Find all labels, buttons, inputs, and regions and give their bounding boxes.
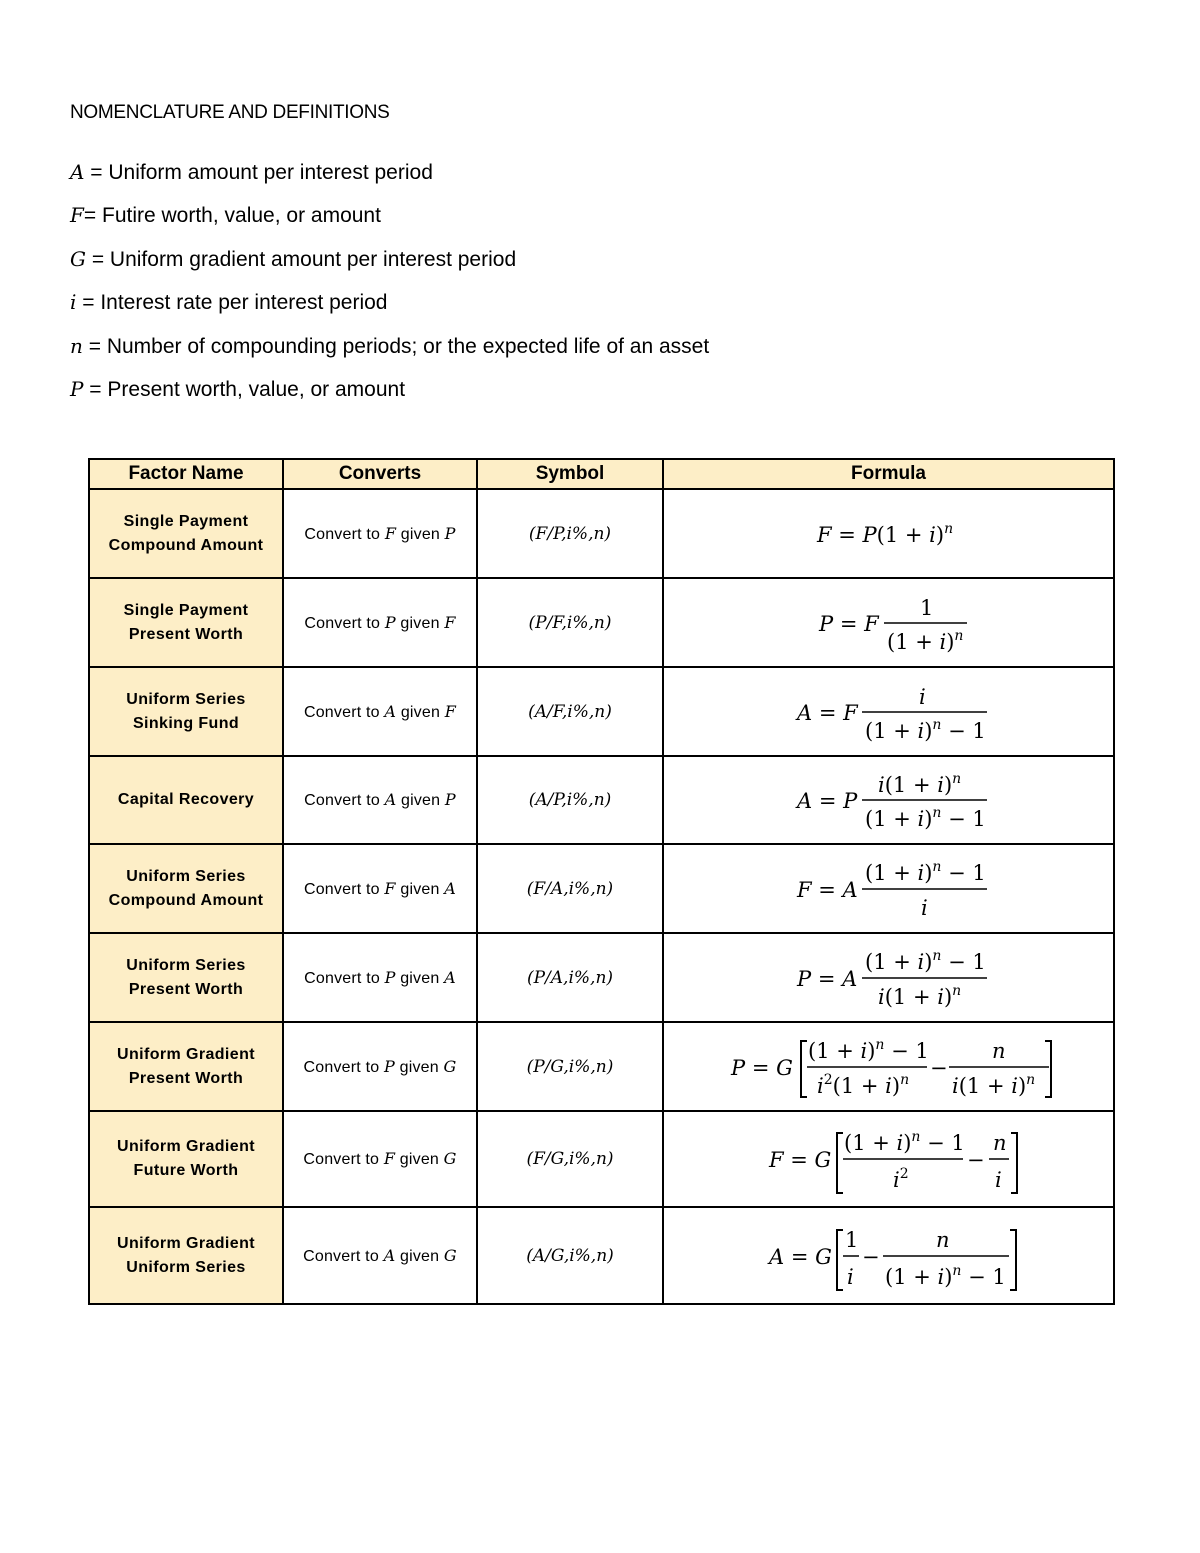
svg-text:n: n [935, 1227, 950, 1252]
svg-text:F = A: F = A [796, 877, 858, 902]
converts-var: A [444, 878, 457, 898]
converts-text: Convert to [304, 969, 385, 987]
symbol-cell: (P/G,i%,n) [477, 1022, 663, 1111]
converts-text: given [395, 1247, 444, 1265]
converts-text: Convert to [303, 1151, 384, 1168]
definition-text: = Interest rate per interest period [76, 291, 388, 315]
converts-text: given [396, 792, 445, 809]
factor-name-cell [89, 489, 283, 578]
converts-text: Convert to [303, 1058, 384, 1076]
svg-text:i2(1 + i)n: $i^2(1 + i)^n$ [816, 1071, 909, 1098]
table-row [89, 844, 1114, 933]
factor-table [88, 458, 1115, 1305]
definition-item [70, 288, 709, 331]
converts-var: F [444, 701, 457, 721]
converts-var: P [444, 790, 456, 809]
formula-cell [663, 844, 1114, 933]
svg-text:−: − [861, 1244, 880, 1269]
definition-text: = Uniform amount per interest period [84, 161, 433, 184]
svg-text:n: n [992, 1131, 1007, 1155]
svg-text:1: 1 [919, 595, 933, 620]
converts-text: Convert to [304, 614, 385, 632]
symbol-cell: (A/P,i%,n) [477, 756, 663, 844]
symbol-cell: (P/A,i%,n) [477, 933, 663, 1022]
converts-cell [283, 933, 477, 1022]
factor-name-cell [89, 933, 283, 1022]
header-formula: Formula [663, 459, 1114, 489]
table-row [89, 1111, 1114, 1207]
converts-text: Convert to [304, 792, 385, 809]
svg-text:F = P(1 + i)n: $F = P(1 + i)^n$ [816, 520, 953, 547]
converts-text: given [395, 614, 445, 632]
factor-name-line: Sinking Fund [132, 714, 240, 732]
factor-name-line: Uniform Gradient [117, 1045, 255, 1063]
symbol-cell: (A/F,i%,n) [477, 667, 663, 756]
svg-text:P = G: P = G [730, 1055, 793, 1080]
definition-symbol: i [70, 290, 77, 315]
symbol-cell: (F/P,i%,n) [477, 489, 663, 578]
converts-text: given [395, 880, 445, 898]
definition-item [70, 201, 709, 244]
table-header-row [89, 459, 1114, 489]
formula-cell [663, 489, 1114, 578]
symbol-cell: (F/A,i%,n) [477, 844, 663, 933]
svg-text:(1 + i)n − 1: $(1 + i)^n - 1$ [864, 805, 986, 831]
symbol-cell: (P/F,i%,n) [477, 578, 663, 667]
definition-symbol: A [70, 160, 85, 184]
svg-text:P = A: P = A [796, 966, 857, 991]
table-row [89, 756, 1114, 844]
converts-var: G [443, 1245, 457, 1265]
converts-text: Convert to [303, 703, 385, 721]
converts-var: F [383, 1149, 396, 1168]
formula-graphic [669, 1117, 1109, 1201]
converts-var: P [383, 1056, 395, 1076]
formula-graphic [669, 849, 1109, 929]
factor-name-line: Present Worth [128, 1069, 244, 1087]
converts-var: P [444, 523, 456, 543]
definition-symbol: F [70, 203, 84, 228]
converts-cell [283, 489, 477, 578]
definition-symbol: G [70, 246, 86, 271]
symbol-cell: (A/G,i%,n) [477, 1207, 663, 1304]
definition-text: = Number of compounding periods; or the expected life of an asset [82, 334, 710, 358]
factor-name-line: Uniform Series [126, 867, 246, 885]
header-converts: Converts [283, 459, 477, 489]
converts-var: G [443, 1056, 457, 1076]
svg-text:A = G: A = G [768, 1244, 832, 1269]
svg-text:1: 1 [844, 1227, 858, 1252]
factor-name-line: Uniform Gradient [117, 1138, 255, 1155]
svg-text:(1 + i)n − 1: $(1 + i)^n - 1$ [864, 947, 986, 974]
formula-graphic [669, 583, 1109, 663]
definition-text: = Futire worth, value, or amount [83, 204, 381, 228]
svg-text:−: − [929, 1055, 948, 1080]
factor-name-line: Present Worth [128, 980, 244, 998]
svg-text:(1 + i)n − 1: $(1 + i)^n - 1$ [864, 716, 986, 743]
factor-name-line: Single Payment [123, 512, 249, 530]
converts-cell [283, 578, 477, 667]
converts-cell [283, 1207, 477, 1304]
converts-text: Convert to [303, 1247, 384, 1265]
svg-text:A = F: A = F [796, 700, 858, 725]
svg-text:P = F: P = F [818, 611, 879, 636]
converts-var: F [384, 878, 396, 898]
definition-text: = Uniform gradient amount per interest period [85, 247, 517, 271]
svg-text:F = G: F = G [768, 1148, 831, 1172]
converts-cell [283, 1022, 477, 1111]
header-symbol: Symbol [477, 459, 663, 489]
converts-cell [283, 667, 477, 756]
factor-name-line: Uniform Series [126, 956, 246, 974]
formula-graphic [669, 494, 1109, 574]
formula-cell [663, 578, 1114, 667]
definition-item [70, 332, 709, 375]
converts-text: Convert to [304, 525, 385, 543]
converts-cell [283, 844, 477, 933]
formula-graphic [669, 1027, 1109, 1107]
svg-text:i: i [918, 684, 926, 709]
definition-text: = Present worth, value, or amount [83, 377, 406, 401]
formula-graphic [669, 672, 1109, 752]
table-row [89, 667, 1114, 756]
converts-text: Convert to [303, 880, 385, 898]
converts-var: G [443, 1149, 457, 1168]
converts-text: given [395, 1151, 444, 1168]
definition-symbol: n [70, 333, 83, 358]
factor-name-line: Future Worth [133, 1162, 239, 1179]
factor-name-cell [89, 844, 283, 933]
factor-name-cell [89, 1207, 283, 1304]
formula-cell [663, 756, 1114, 844]
converts-var: A [444, 967, 456, 987]
table-row [89, 933, 1114, 1022]
definition-item [70, 375, 709, 418]
factor-name-line: Single Payment [123, 601, 249, 619]
svg-text:(1 + i)n − 1: $(1 + i)^n - 1$ [807, 1036, 929, 1063]
svg-text:i(1 + i)n: $i(1 + i)^n$ [877, 771, 961, 797]
factor-name-cell [89, 1111, 283, 1207]
factor-name-line: Capital Recovery [117, 791, 255, 808]
svg-text:(1 + i)n − 1: $(1 + i)^n - 1$ [843, 1129, 965, 1155]
definition-item [70, 245, 709, 288]
factor-name-cell [89, 667, 283, 756]
definitions-list [70, 158, 709, 418]
svg-text:i(1 + i)n: $i(1 + i)^n$ [951, 1071, 1035, 1098]
factor-name-cell [89, 578, 283, 667]
definition-item [70, 158, 709, 201]
table-row [89, 1022, 1114, 1111]
factor-name-line: Compound Amount [108, 536, 264, 554]
formula-cell [663, 1111, 1114, 1207]
table-row [89, 1207, 1114, 1304]
definition-symbol: P [70, 376, 84, 401]
page-heading: NOMENCLATURE AND DEFINITIONS [70, 102, 390, 123]
table-row [89, 489, 1114, 578]
formula-graphic [669, 1214, 1109, 1298]
formula-cell [663, 667, 1114, 756]
converts-var: P [384, 612, 396, 632]
svg-text:i: i [920, 895, 928, 920]
factor-name-line: Uniform Series [126, 1258, 246, 1276]
svg-text:A = P: A = P [796, 789, 857, 813]
converts-text: given [395, 969, 445, 987]
factor-name-line: Uniform Gradient [117, 1234, 255, 1252]
svg-text:i: i [994, 1168, 1002, 1192]
converts-var: A [383, 1245, 396, 1265]
factor-name-line: Uniform Series [126, 690, 246, 708]
formula-cell [663, 1022, 1114, 1111]
table-row [89, 578, 1114, 667]
svg-text:(1 + i)n − 1: $(1 + i)^n - 1$ [884, 1262, 1006, 1289]
converts-text: given [394, 1058, 444, 1076]
converts-var: F [444, 612, 456, 632]
formula-cell [663, 933, 1114, 1022]
converts-text: given [396, 525, 445, 543]
svg-text:n: n [991, 1038, 1006, 1063]
svg-text:(1 + i)n − 1: $(1 + i)^n - 1$ [864, 858, 986, 885]
factor-name-line: Compound Amount [108, 891, 264, 909]
converts-var: P [384, 967, 396, 987]
svg-text:−: − [966, 1148, 985, 1172]
converts-cell [283, 756, 477, 844]
svg-text:i2: $i^2$ [892, 1166, 909, 1192]
formula-graphic [669, 760, 1109, 840]
factor-name-cell [89, 1022, 283, 1111]
svg-text:i: i [846, 1264, 854, 1289]
formula-graphic [669, 938, 1109, 1018]
header-factor-name: Factor Name [89, 459, 283, 489]
factor-name-line: Present Worth [128, 625, 244, 643]
svg-text:(1 + i)n: $(1 + i)^n$ [886, 627, 963, 654]
converts-var: F [384, 523, 397, 543]
converts-var: A [384, 790, 397, 809]
symbol-cell: (F/G,i%,n) [477, 1111, 663, 1207]
converts-cell [283, 1111, 477, 1207]
converts-text: given [396, 703, 445, 721]
factor-name-cell [89, 756, 283, 844]
svg-text:i(1 + i)n: $i(1 + i)^n$ [877, 982, 961, 1009]
formula-cell [663, 1207, 1114, 1304]
converts-var: A [384, 701, 397, 721]
